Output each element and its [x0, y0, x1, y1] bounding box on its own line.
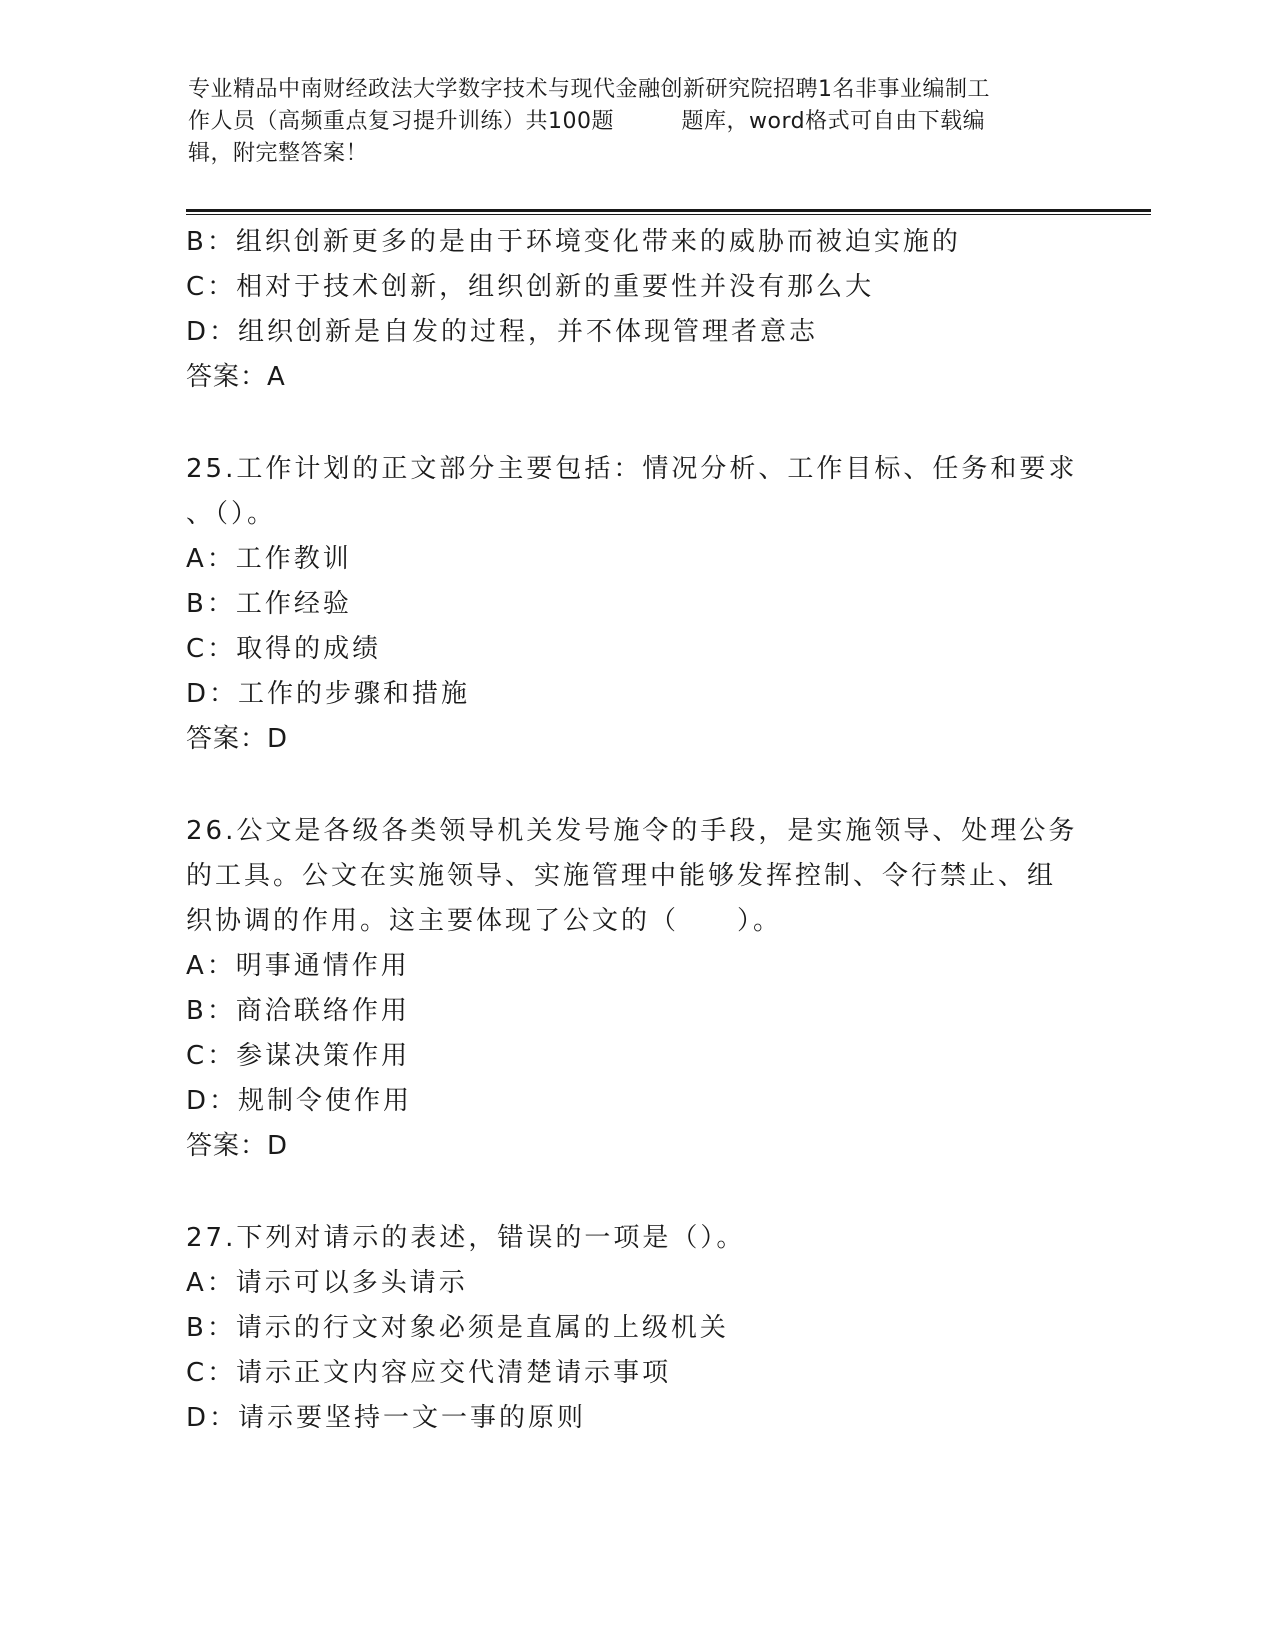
- option-c: C：请示正文内容应交代清楚请示事项: [186, 1358, 672, 1388]
- option-b: B：请示的行文对象必须是直属的上级机关: [186, 1313, 729, 1343]
- option-d: D：规制令使作用: [186, 1086, 413, 1116]
- question-stem: 的工具。公文在实施领导、实施管理中能够发挥控制、令行禁止、组: [186, 861, 1057, 891]
- option-d: D：工作的步骤和措施: [186, 679, 471, 709]
- header-line: 作人员（高频重点复习提升训练）共100题 题库，word格式可自由下载编: [188, 109, 986, 134]
- question-stem: 26.公文是各级各类领导机关发号施令的手段，是实施领导、处理公务: [186, 816, 1078, 846]
- option-a: A：明事通情作用: [186, 951, 410, 981]
- question-stem: 27.下列对请示的表述，错误的一项是（）。: [186, 1223, 746, 1253]
- question-25: [186, 447, 1086, 762]
- option-a: A：请示可以多头请示: [186, 1268, 468, 1298]
- document-body: [186, 220, 1086, 1441]
- question-27: [186, 1216, 1086, 1441]
- option-d: D：请示要坚持一文一事的原则: [186, 1403, 587, 1433]
- option-c: C：取得的成绩: [186, 634, 382, 664]
- answer: 答案：A: [186, 362, 286, 392]
- option-b: B：商洽联络作用: [186, 996, 410, 1026]
- question-26: [186, 809, 1086, 1169]
- header-line: 辑，附完整答案！: [188, 141, 369, 166]
- option-b: B：工作经验: [186, 589, 352, 619]
- answer: 答案：D: [186, 1131, 289, 1161]
- answer: 答案：D: [186, 724, 289, 754]
- option-a: A：工作教训: [186, 544, 352, 574]
- question-24-tail: [186, 220, 1086, 400]
- document-header: [188, 74, 1088, 170]
- option-d: D：组织创新是自发的过程，并不体现管理者意志: [186, 317, 819, 347]
- question-stem: 织协调的作用。这主要体现了公文的（ ）。: [186, 906, 783, 936]
- option-c: C：参谋决策作用: [186, 1041, 411, 1071]
- header-divider: [186, 209, 1151, 215]
- option-c: C：相对于技术创新，组织创新的重要性并没有那么大: [186, 272, 875, 302]
- option-b: B：组织创新更多的是由于环境变化带来的威胁而被迫实施的: [186, 227, 961, 257]
- question-stem: 、（）。: [186, 499, 277, 529]
- question-stem: 25.工作计划的正文部分主要包括：情况分析、工作目标、任务和要求: [186, 454, 1078, 484]
- header-line: 专业精品中南财经政法大学数字技术与现代金融创新研究院招聘1名非事业编制工: [188, 77, 990, 102]
